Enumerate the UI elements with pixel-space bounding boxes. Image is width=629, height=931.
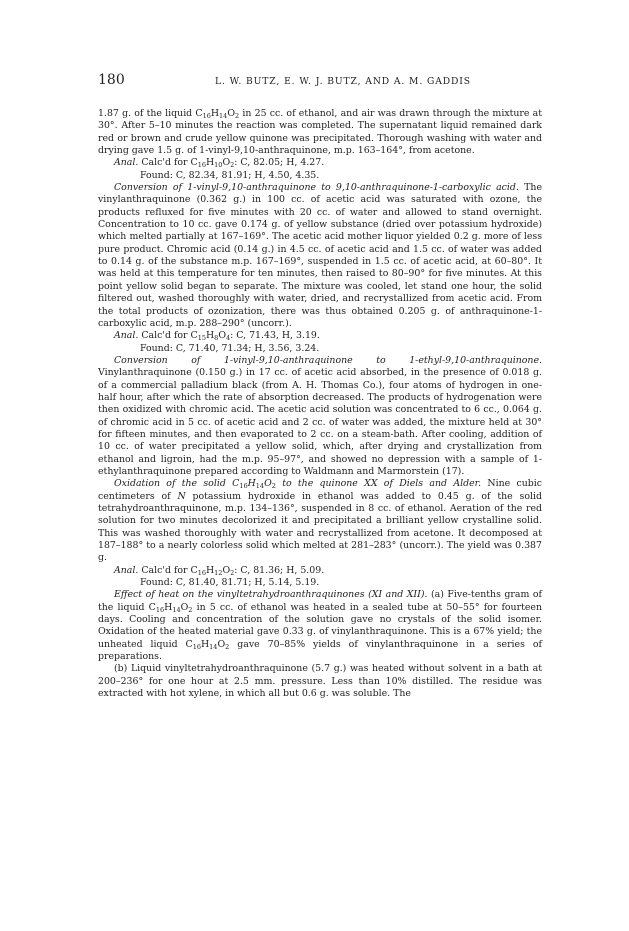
italic-text: O — [264, 478, 272, 490]
subscript: 2 — [235, 112, 240, 120]
text-run: in 25 cc. of ethanol, and air was drawn through the mixture at 30°. After 5–10 minutes the reaction was completed. The supernatant liquid remained dark red or brown and crude yellow quinone was precipitated. Thorough washing with water and drying gave 1.5 g. of 1-vinyl-9,10-anthraquinone, m.p. 163–164°, from acetone. — [98, 108, 543, 157]
italic-text: Effect of heat on the vinyltetrahydroanthraquinones (XI and XII). — [114, 589, 428, 601]
subscript: 2 — [230, 161, 235, 170]
text-run: H — [164, 601, 173, 613]
subscript: 16 — [155, 605, 165, 614]
paragraph — [98, 330, 542, 342]
text-run: potassium hydroxide in ethanol was added to 0.45 g. of the solid tetrahydroanthraquinone, m.p. 134–136°, suspended in 8 cc. of ethanol. Aeration of the red solution for two minutes decolorized it and precipitated a brilliant yellow crystalline solid. This was washed thoroughly with water and recrystallized from acetone. It decomposed at 187–188° to a nearly colorless solid which melted at 281–283° (uncorr.). The yield was 0.387 g. — [98, 490, 542, 564]
subscript: 14 — [209, 642, 218, 651]
text-run: H — [205, 564, 215, 576]
text-run: O — [227, 108, 236, 119]
running-head: L. W. BUTZ, E. W. J. BUTZ, AND A. M. GADDIS — [214, 76, 472, 87]
subscript: 14 — [219, 112, 228, 120]
italic-text: Anal. — [114, 330, 139, 342]
body-text — [98, 108, 542, 701]
subscript: 10 — [214, 161, 223, 170]
paragraph — [98, 182, 542, 330]
paragraph — [98, 663, 542, 700]
paragraph — [98, 577, 542, 589]
subscript: 4 — [226, 334, 231, 343]
text-run: Vinylanthraquinone (0.150 g.) in 17 cc. of acetic acid absorbed, in the presence of 0.018 g. of a commercial palladium black (from A. H. Thomas Co.), four atoms of hydrogen in one-half hour, after which the rate of absorption decreased. The products of hydrogenation were then oxidized with chromic acid. The acetic acid solution was concentrated to 6 cc., 0.064 g. of chromic acid in 5 cc. of acetic acid and 2 cc. of water was added, the mixture held at 30° for fifteen minutes, and then evaporated to 2 cc. on a steam-bath. After cooling, addition of 10 cc. of water precipitated a yellow solid, which, after drying and crystallization from ethanol and ligroin, had the m.p. 95–97°, and showed no depression with a sample of 1-ethylanthraquinone prepared according to Waldmann and Marmorstein (17). — [98, 367, 542, 477]
text-run: : C, 81.36; H, 5.09. — [234, 564, 325, 576]
italic-text: Anal. — [114, 564, 139, 576]
subscript: 2 — [225, 642, 230, 651]
italic-text: to the quinone XX of Diels and Alder. — [275, 478, 482, 490]
paragraph — [98, 589, 542, 663]
subscript: 2 — [188, 605, 193, 614]
text-run: Calc'd for C — [138, 564, 198, 576]
text-run: Calc'd for C — [138, 330, 198, 342]
text-run: Found: C, 82.34, 81.91; H, 4.50, 4.35. — [140, 169, 320, 181]
text-run: O — [222, 564, 231, 576]
paragraph — [98, 108, 542, 157]
subscript: 14 — [172, 605, 181, 614]
text-run: in 5 cc. of ethanol was heated in a sealed tube at 50–55° for fourteen days. Cooling and concentration of the solution gave no crystals of the solid isomer. Oxidation of the heated material gave 0.33 g. of vinylanthraquinone. This is a 67% yield; the unheated liquid C — [98, 601, 542, 650]
subscript: 14 — [255, 482, 265, 491]
subscript: 16 — [197, 568, 206, 577]
text-run: O — [222, 157, 231, 169]
italic-text: Oxidation of the solid C — [114, 478, 240, 490]
text-run: Found: C, 81.40, 81.71; H, 5.14, 5.19. — [140, 577, 320, 589]
paragraph — [98, 343, 542, 355]
paragraph — [98, 478, 542, 564]
page-number: 180 — [98, 72, 125, 88]
paragraph — [98, 565, 542, 577]
page — [98, 72, 542, 701]
text-run: : C, 82.05; H, 4.27. — [234, 157, 325, 169]
text-run: H — [200, 638, 210, 650]
text-run: (b) Liquid vinyltetrahydroanthraquinone (5.7 g.) was heated without solvent in a bath at 200–236° for one hour at 2.5 mm. pressure. Less than 10% distilled. The residue was extracted with hot xylene, in which all but 0.6 g. was soluble. The — [98, 663, 542, 700]
text-run: H — [205, 330, 215, 342]
paragraph — [98, 355, 542, 478]
text-run: O — [217, 638, 226, 650]
text-run: Nine cubic centimeters of — [98, 478, 543, 502]
text-run: The vinylanthraquinone (0.362 g.) in 100 cc. of acetic acid was saturated with ozone, the products refluxed for five minutes with 20 cc. of water and allowed to stand overnight. Concentration to 10 cc. gave 0.174 g. of yellow substance (dried over potassium hydroxide) which melted partially at 167–169°. The acetic acid mother liquor yielded 0.2 g. more of less pure product. Chromic acid (0.14 g.) in 4.5 cc. of acetic acid and 1.5 cc. of water was added to 0.14 g. of the substance m.p. 167–169°, suspended in 1.5 cc. of acetic acid, at 60–80°. It was held at this temperature for ten minutes, then raised to 80–90° for five minutes. At this point yellow solid began to separate. The mixture was cooled, let stand one hour, the solid filtered out, washed thoroughly with water, dried, and recrystallized from acetic acid. From the total products of ozonization, there was thus obtained 0.205 g. of anthraquinone-1-carboxylic acid, m.p. 288–290° (uncorr.). — [98, 182, 542, 329]
italic-text: Conversion of 1-vinyl-9,10-anthraquinone to 1-ethyl-9,10-anthraquinone. — [114, 354, 542, 366]
text-run: gave 70–85% yields of vinylanthraquinone in a series of preparations. — [98, 638, 542, 663]
subscript: 12 — [214, 568, 223, 577]
subscript: 2 — [271, 482, 276, 491]
paragraph — [98, 157, 542, 169]
text-run: Found: C, 71.40, 71.34; H, 3.56, 3.24. — [140, 342, 320, 354]
text-run: O — [218, 330, 226, 342]
italic-text: Conversion of 1-vinyl-9,10-anthraquinone to 9,10-anthraquinone-1-carboxylic acid. — [114, 182, 519, 194]
subscript: 16 — [239, 482, 248, 491]
subscript: 2 — [230, 568, 235, 577]
subscript: 16 — [202, 112, 211, 120]
text-run: Calc'd for C — [138, 157, 198, 169]
text-run: O — [180, 601, 189, 613]
text-run: : C, 71.43, H, 3.19. — [230, 330, 320, 342]
subscript: 16 — [192, 642, 201, 651]
subscript: 15 — [197, 334, 206, 343]
text-run: (a) Five-tenths gram of the liquid C — [98, 589, 542, 613]
text-run: 1.87 g. of the liquid C — [98, 108, 203, 119]
italic-text: H — [247, 478, 256, 490]
subscript: 8 — [214, 334, 219, 343]
italic-text: N — [177, 490, 186, 502]
text-run: H — [205, 157, 215, 169]
subscript: 16 — [197, 161, 206, 170]
italic-text: Anal. — [114, 157, 139, 169]
page-header — [98, 72, 542, 94]
text-run: H — [210, 108, 220, 119]
paragraph — [98, 170, 542, 182]
